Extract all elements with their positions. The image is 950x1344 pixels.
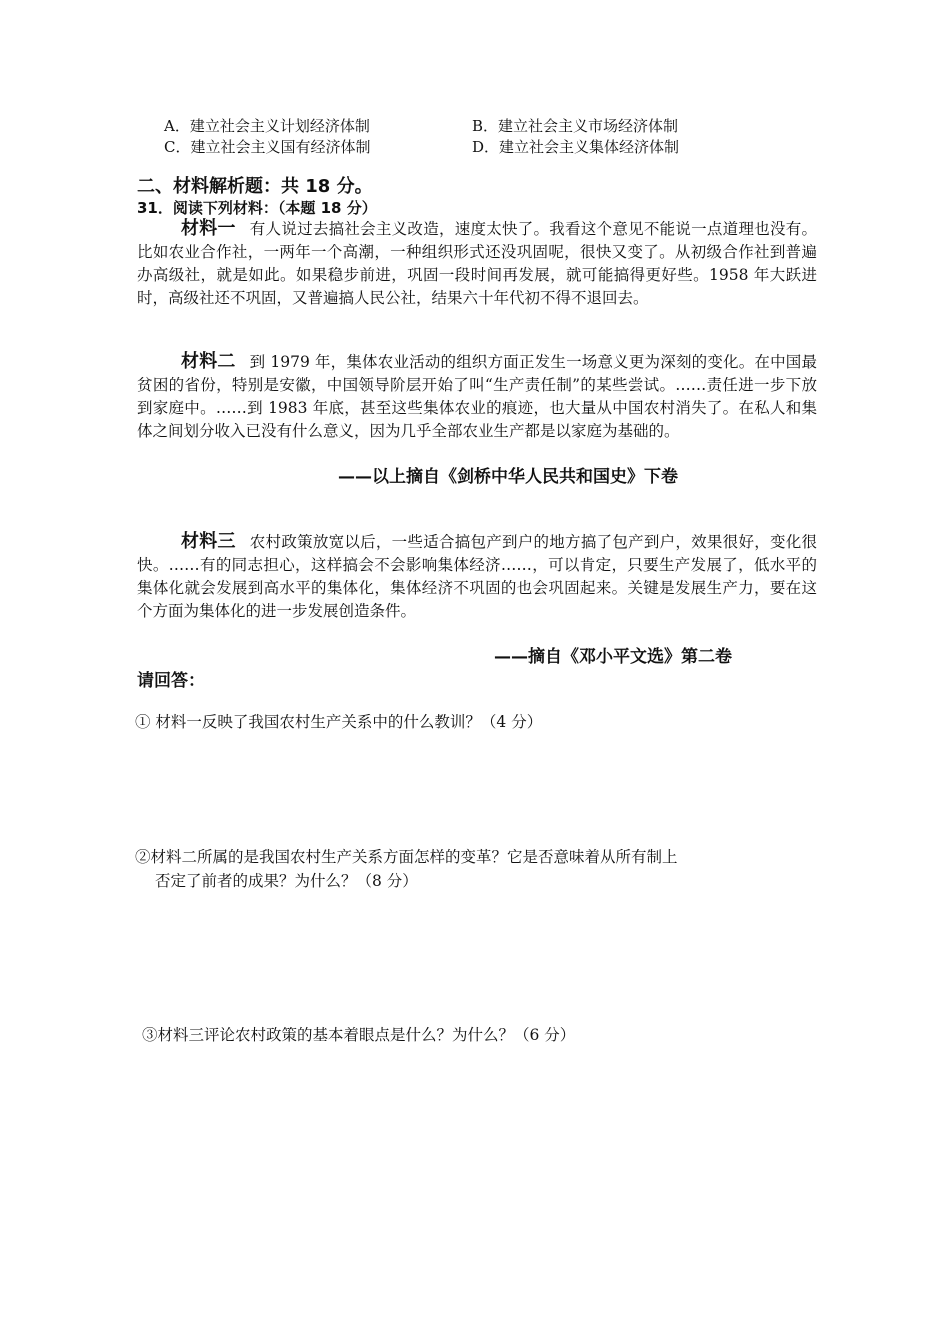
section-title: 二、材料解析题：共 18 分。 [137, 176, 373, 197]
question-2 [135, 845, 825, 893]
answer-prompt: 请回答： [137, 671, 205, 691]
material-three [137, 530, 817, 623]
option-d[interactable]: D．建立社会主义集体经济体制 [472, 138, 680, 156]
question-2-line-1: ②材料二所属的是我国农村生产关系方面怎样的变革？它是否意味着从所有制上 [135, 848, 678, 866]
material-one-text: 有人说过去搞社会主义改造，速度太快了。我看这个意见不能说一点道理也没有。比如农业合作社，一两年一个高潮，一种组织形式还没巩固呢，很快又变了。从初级合作社到普遍办高级社，就是如此。如果稳步前进，巩固一段时间再发展，就可能搞得更好些。1958 年大跃进时，高级社还不巩固，又普遍搞人民公社，结果六十年代初不得不退回去。 [137, 220, 817, 307]
question-31-title: 31．阅读下列材料：（本题 18 分） [137, 199, 377, 217]
option-b[interactable]: B．建立社会主义市场经济体制 [472, 117, 679, 135]
material-one-label: 材料一 [181, 218, 236, 239]
material-two-text: 到 1979 年，集体农业活动的组织方面正发生一场意义更为深刻的变化。在中国最贫困的省份，特别是安徽，中国领导阶层开始了叫“生产责任制”的某些尝试。……责任进一步下放到家庭中。……到 1983 年底，甚至这些集体农业的痕迹，也大量从中国农村消失了。在私人和集体之间划分收入已没有什么意义，因为几乎全部农业生产都是以家庭为基础的。 [137, 353, 818, 440]
material-three-source: ——摘自《邓小平文选》第二卷 [494, 647, 732, 667]
option-a[interactable]: A．建立社会主义计划经济体制 [164, 117, 370, 135]
question-1: ① 材料一反映了我国农村生产关系中的什么教训？（4 分） [135, 713, 543, 731]
material-two [137, 350, 817, 443]
material-two-label: 材料二 [181, 351, 236, 372]
option-c[interactable]: C．建立社会主义国有经济体制 [164, 138, 371, 156]
material-three-label: 材料三 [181, 531, 236, 552]
material-three-text: 农村政策放宽以后，一些适合搞包产到户的地方搞了包产到户，效果很好，变化很快。……有的同志担心，这样搞会不会影响集体经济……，可以肯定，只要生产发展了，低水平的集体化就会发展到高水平的集体化，集体经济不巩固的也会巩固起来。关键是发展生产力，要在这个方面为集体化的进一步发展创造条件。 [137, 533, 817, 620]
material-one [137, 217, 817, 310]
question-2-line-2: 否定了前者的成果？为什么？（8 分） [155, 872, 418, 890]
question-3: ③材料三评论农村政策的基本着眼点是什么？为什么？（6 分） [142, 1026, 576, 1044]
material-two-source: ——以上摘自《剑桥中华人民共和国史》下卷 [338, 467, 678, 487]
